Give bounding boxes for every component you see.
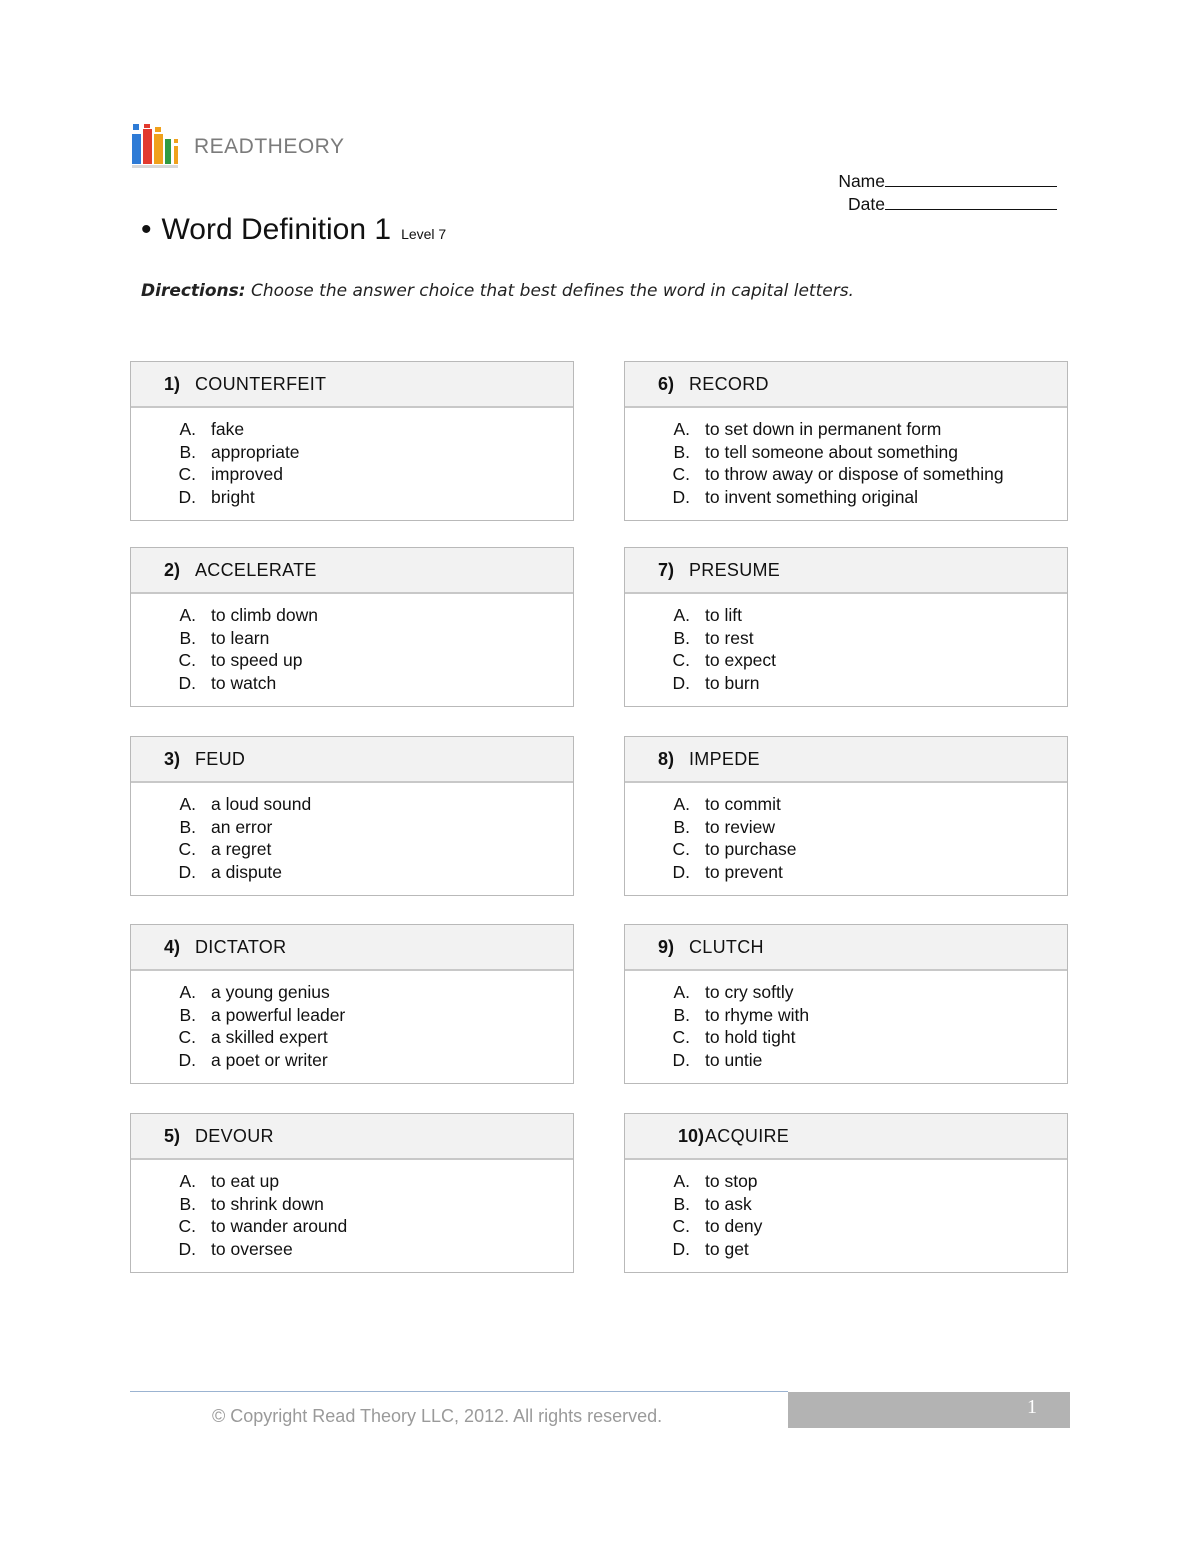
answer-option[interactable]: [131, 1170, 573, 1193]
option-letter: A.: [179, 1171, 196, 1191]
answer-option[interactable]: [625, 441, 1067, 464]
question-word: CLUTCH: [689, 936, 764, 957]
logo-dot-blue: [133, 124, 139, 130]
question-word: ACCELERATE: [195, 559, 317, 580]
question-header: [625, 737, 1067, 783]
option-letter: A.: [673, 982, 690, 1002]
answer-option[interactable]: [131, 1049, 573, 1072]
option-text: to expect: [705, 650, 777, 671]
option-letter: B.: [179, 816, 196, 837]
option-letter: D.: [178, 862, 196, 883]
answer-option[interactable]: [131, 672, 573, 695]
answer-options: [131, 594, 573, 695]
answer-option[interactable]: [625, 1215, 1067, 1238]
question-word: DICTATOR: [195, 936, 287, 957]
option-letter: D.: [178, 487, 196, 508]
option-text: to invent something original: [705, 487, 919, 508]
question-header: [625, 925, 1067, 971]
option-text: to stop: [705, 1171, 758, 1191]
question-box: [130, 736, 574, 896]
answer-option[interactable]: [625, 486, 1067, 509]
question-box: [130, 547, 574, 707]
option-letter: B.: [179, 1004, 196, 1025]
answer-option[interactable]: [131, 604, 573, 627]
option-letter: C.: [178, 839, 196, 860]
answer-option[interactable]: [131, 486, 573, 509]
answer-options: [131, 783, 573, 884]
question-box: [130, 1113, 574, 1273]
question-number: 2): [163, 559, 180, 580]
answer-options: [625, 971, 1067, 1072]
question-header: [131, 1114, 573, 1160]
option-letter: D.: [672, 487, 690, 508]
answer-option[interactable]: [131, 1004, 573, 1027]
answer-options: [131, 408, 573, 509]
logo-bar-blue: [132, 134, 141, 164]
option-letter: C.: [672, 464, 690, 485]
option-text: a dispute: [211, 862, 283, 883]
question-word: COUNTERFEIT: [195, 373, 327, 394]
page-number-box: [788, 1392, 1070, 1428]
option-letter: A.: [179, 419, 196, 439]
question-number: 5): [163, 1125, 180, 1146]
answer-option[interactable]: [625, 1193, 1067, 1216]
answer-option[interactable]: [625, 649, 1067, 672]
option-letter: D.: [672, 1050, 690, 1071]
footer-divider: [130, 1391, 788, 1392]
answer-option[interactable]: [131, 441, 573, 464]
option-letter: A.: [673, 419, 690, 439]
question-number: 7): [657, 559, 674, 580]
question-word: ACQUIRE: [705, 1125, 790, 1146]
name-field[interactable]: [838, 170, 1057, 193]
option-text: to learn: [211, 627, 270, 648]
option-text: to wander around: [211, 1216, 348, 1237]
option-text: a young genius: [211, 982, 330, 1002]
question-number: 6): [657, 373, 674, 394]
option-letter: B.: [673, 627, 690, 648]
option-letter: B.: [673, 1193, 690, 1214]
option-text: an error: [211, 816, 273, 837]
answer-option[interactable]: [131, 1215, 573, 1238]
option-text: to oversee: [211, 1239, 293, 1260]
answer-option[interactable]: [625, 981, 1067, 1004]
name-label: Name: [838, 171, 885, 191]
copyright: © Copyright Read Theory LLC, 2012. All rights reserved.: [212, 1406, 663, 1426]
answer-option[interactable]: [131, 463, 573, 486]
question-word: FEUD: [195, 748, 246, 769]
option-text: to set down in permanent form: [705, 419, 942, 439]
option-letter: B.: [673, 441, 690, 462]
answer-option[interactable]: [625, 627, 1067, 650]
date-label: Date: [848, 194, 885, 214]
question-header: [131, 925, 573, 971]
option-text: to lift: [705, 605, 742, 625]
question-word: RECORD: [689, 373, 769, 394]
answer-option[interactable]: [131, 816, 573, 839]
option-text: to burn: [705, 673, 760, 694]
directions-label: Directions:: [141, 281, 246, 301]
option-letter: A.: [179, 794, 196, 814]
option-letter: B.: [179, 441, 196, 462]
worksheet-title: [141, 213, 446, 247]
answer-options: [131, 971, 573, 1072]
answer-option[interactable]: [131, 1193, 573, 1216]
answer-option[interactable]: [625, 1026, 1067, 1049]
option-text: to deny: [705, 1216, 763, 1237]
option-letter: D.: [178, 1239, 196, 1260]
question-number: 3): [163, 748, 180, 769]
answer-options: [625, 594, 1067, 695]
answer-option[interactable]: [625, 838, 1067, 861]
option-text: to throw away or dispose of something: [705, 464, 1004, 485]
logo-dot-orange-2: [174, 139, 178, 143]
answer-options: [625, 783, 1067, 884]
option-text: bright: [211, 487, 255, 508]
answer-option[interactable]: [625, 861, 1067, 884]
answer-option[interactable]: [625, 816, 1067, 839]
logo-dot-orange: [155, 127, 161, 132]
answer-option[interactable]: [625, 1170, 1067, 1193]
option-text: to climb down: [211, 605, 318, 625]
answer-option[interactable]: [131, 418, 573, 441]
title-text: Word Definition 1: [161, 213, 392, 246]
option-text: to review: [705, 816, 776, 837]
option-letter: A.: [179, 605, 196, 625]
option-letter: D.: [672, 1239, 690, 1260]
logo-dot-red: [144, 124, 150, 128]
date-blank-line: [885, 195, 1057, 210]
option-text: to speed up: [211, 650, 303, 671]
answer-options: [625, 1160, 1067, 1261]
answer-option[interactable]: [131, 793, 573, 816]
question-word: PRESUME: [689, 559, 781, 580]
option-text: a powerful leader: [211, 1004, 346, 1025]
question-number: 9): [657, 936, 674, 957]
option-text: to untie: [705, 1050, 763, 1071]
level-label: Level 7: [401, 226, 447, 242]
question-word: DEVOUR: [195, 1125, 274, 1146]
question-number: 10): [677, 1125, 704, 1146]
option-letter: A.: [673, 1171, 690, 1191]
option-letter: C.: [672, 1027, 690, 1048]
question-header: [625, 362, 1067, 408]
option-text: fake: [211, 419, 245, 439]
option-letter: A.: [179, 982, 196, 1002]
option-letter: D.: [178, 673, 196, 694]
question-header: [625, 1114, 1067, 1160]
option-letter: C.: [178, 650, 196, 671]
option-text: to cry softly: [705, 982, 794, 1002]
directions-text: Choose the answer choice that best defines the word in capital letters.: [251, 281, 854, 301]
question-number: 1): [163, 373, 180, 394]
answer-options: [625, 408, 1067, 509]
answer-option[interactable]: [131, 861, 573, 884]
option-letter: B.: [179, 1193, 196, 1214]
option-text: a poet or writer: [211, 1050, 328, 1071]
name-blank-line: [885, 172, 1057, 187]
question-box: [624, 547, 1068, 707]
logo-base: [132, 165, 178, 168]
question-box: [130, 924, 574, 1084]
readtheory-logo: [132, 124, 344, 170]
question-header: [625, 548, 1067, 594]
option-text: to commit: [705, 794, 781, 814]
title-bullet: •: [141, 213, 152, 246]
answer-options: [131, 1160, 573, 1261]
option-text: improved: [211, 464, 283, 485]
answer-option[interactable]: [131, 649, 573, 672]
name-date-fields: [838, 170, 1057, 216]
answer-option[interactable]: [625, 1049, 1067, 1072]
question-number: 4): [163, 936, 180, 957]
logo-bar-green: [165, 139, 171, 164]
logo-bar-orange: [154, 134, 163, 164]
question-box: [624, 1113, 1068, 1273]
option-letter: C.: [672, 839, 690, 860]
answer-option[interactable]: [131, 838, 573, 861]
question-header: [131, 737, 573, 783]
option-letter: D.: [178, 1050, 196, 1071]
option-letter: D.: [672, 673, 690, 694]
option-text: to prevent: [705, 862, 783, 883]
answer-option[interactable]: [625, 1238, 1067, 1261]
question-box: [624, 924, 1068, 1084]
option-letter: D.: [672, 862, 690, 883]
option-letter: C.: [178, 1027, 196, 1048]
option-text: to tell someone about something: [705, 441, 958, 462]
option-text: to rest: [705, 627, 754, 648]
page-number: 1: [1027, 1396, 1037, 1418]
directions: [141, 281, 854, 301]
answer-option[interactable]: [131, 627, 573, 650]
answer-option[interactable]: [131, 1026, 573, 1049]
option-letter: C.: [672, 650, 690, 671]
option-text: appropriate: [211, 441, 300, 462]
answer-option[interactable]: [131, 981, 573, 1004]
option-letter: A.: [673, 605, 690, 625]
logo-bar-red: [143, 129, 152, 164]
option-letter: B.: [673, 816, 690, 837]
question-box: [624, 736, 1068, 896]
option-text: a regret: [211, 839, 272, 860]
question-box: [130, 361, 574, 521]
question-box: [624, 361, 1068, 521]
answer-option[interactable]: [625, 793, 1067, 816]
answer-option[interactable]: [625, 418, 1067, 441]
answer-option[interactable]: [625, 463, 1067, 486]
option-text: to shrink down: [211, 1193, 324, 1214]
option-letter: A.: [673, 794, 690, 814]
question-header: [131, 362, 573, 408]
option-text: to watch: [211, 673, 277, 694]
question-header: [131, 548, 573, 594]
logo-bar-orange-2: [174, 146, 178, 164]
option-text: a loud sound: [211, 794, 312, 814]
page-title: [141, 213, 391, 246]
date-field[interactable]: [838, 193, 1057, 216]
option-text: to hold tight: [705, 1027, 796, 1048]
option-text: to get: [705, 1239, 749, 1260]
option-text: to eat up: [211, 1171, 280, 1191]
option-text: to ask: [705, 1193, 752, 1214]
option-text: to rhyme with: [705, 1004, 810, 1025]
option-text: a skilled expert: [211, 1027, 328, 1048]
brand-name: READTHEORY: [194, 135, 345, 158]
question-number: 8): [657, 748, 674, 769]
logo-books-icon: [132, 124, 180, 170]
answer-option[interactable]: [131, 1238, 573, 1261]
option-text: to purchase: [705, 839, 797, 860]
option-letter: B.: [179, 627, 196, 648]
answer-option[interactable]: [625, 672, 1067, 695]
answer-option[interactable]: [625, 604, 1067, 627]
option-letter: C.: [672, 1216, 690, 1237]
question-word: IMPEDE: [689, 748, 760, 769]
option-letter: B.: [673, 1004, 690, 1025]
option-letter: C.: [178, 1216, 196, 1237]
answer-option[interactable]: [625, 1004, 1067, 1027]
option-letter: C.: [178, 464, 196, 485]
